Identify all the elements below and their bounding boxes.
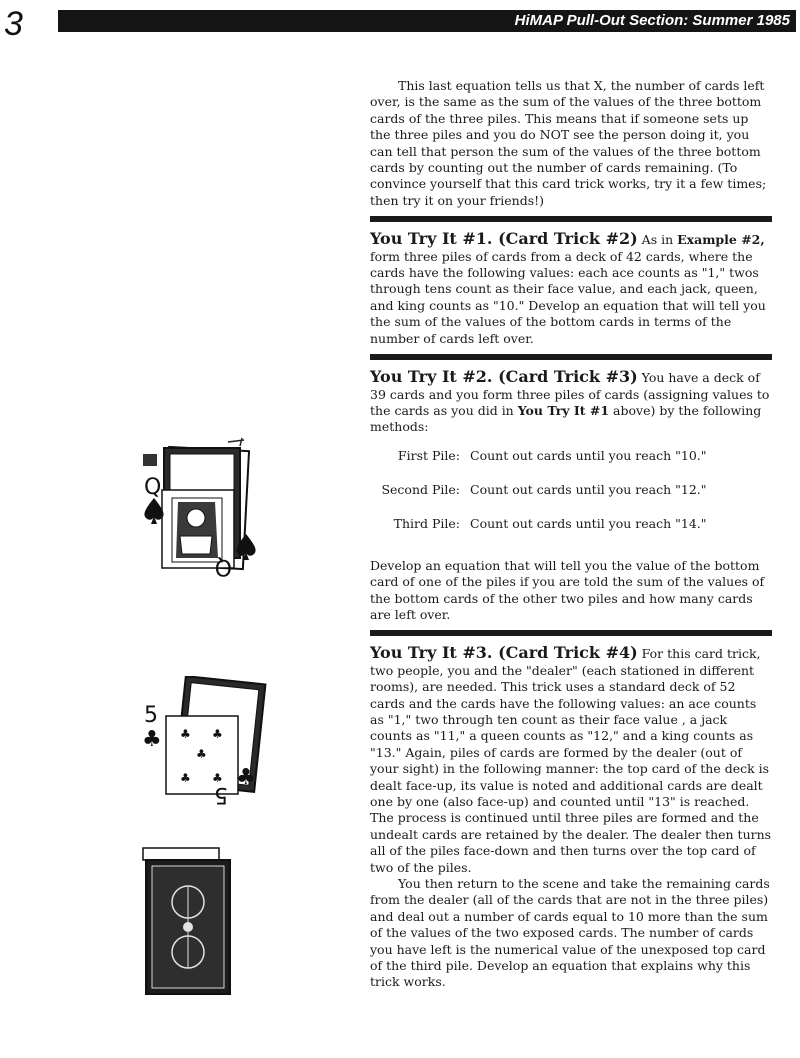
try-it-1-text-b: form three piles of cards from a deck of 42 cards, where the cards have the following values: each ace counts as "1," twos through tens count as their face value, and each jack, queen, and king counts as "10." Develop an equation that will tell you the sum of the values of the bottom cards in terms of the number of cards left over.	[370, 248, 766, 346]
section-divider	[370, 216, 772, 222]
svg-text:♣: ♣	[180, 727, 191, 741]
queen-rank-top: Q	[144, 475, 162, 500]
try-it-3-section	[370, 645, 772, 876]
pile-row	[370, 482, 772, 516]
try-it-3-paragraph-2: You then return to the scene and take the remaining cards from the dealer (all of the cards that are not in the three piles) and deal out a number of cards equal to 10 more than the sum of the values of the two exposed cards. The number of cards you have left is the numerical value of the unexposed top card of the third pile. Develop an equation that explains why this trick works.	[370, 876, 770, 990]
try-it-2-reference: You Try It #1	[517, 402, 610, 418]
main-content	[370, 78, 772, 991]
club-icon: ♣	[142, 727, 162, 752]
svg-text:♣: ♣	[180, 771, 191, 785]
card-deck-back-illustration	[140, 846, 270, 996]
pile-description: Count out cards until you reach "14."	[470, 515, 707, 531]
pile-row	[370, 448, 772, 482]
spade-icon	[144, 498, 163, 524]
pile-description: Count out cards until you reach "10."	[470, 447, 707, 463]
try-it-2-text-b: above) by the following methods:	[370, 402, 762, 435]
try-it-2-section	[370, 369, 772, 436]
five-of-clubs-illustration	[140, 676, 270, 816]
svg-text:♣: ♣	[212, 771, 223, 785]
header-title: HiMAP Pull-Out Section: Summer 1985	[514, 12, 790, 29]
pile-list	[370, 448, 772, 550]
try-it-3-paragraph-1: For this card trick, two people, you and the "dealer" (each stationed in different rooms), are needed. This trick uses a standard deck of 52 cards and the cards have the following values: an ace counts as "1," two through ten count as their face value , a jack counts as "11," a queen counts as "12," and a king counts as "13." Again, piles of cards are formed by the dealer (out of your sight) in the following manner: the top card of the deck is dealt face-up, its value is noted and additional cards are dealt one by one (also face-up) and counted until "13" is reached. The process is continued until three piles are formed and the undealt cards are retained by the dealer. The dealer then turns all of the piles face-down and then turns over the top card of two of the piles.	[370, 646, 772, 875]
section-divider	[370, 354, 772, 360]
try-it-1-reference: Example #2,	[677, 232, 765, 248]
pile-label: First Pile:	[397, 447, 460, 463]
section-divider	[370, 630, 772, 636]
try-it-1-text-a: As in	[637, 232, 678, 248]
svg-text:♣: ♣	[196, 747, 207, 761]
queen-rank-bottom: Q	[214, 554, 232, 579]
pile-row	[370, 516, 772, 550]
pile-label: Second Pile:	[381, 481, 460, 497]
try-it-1-section	[370, 231, 772, 347]
queen-of-spades-illustration	[140, 436, 270, 586]
try-it-2-closing: Develop an equation that will tell you the value of the bottom card of one of the piles if you are told the sum of the values of the bottom cards of the other two piles and how many cards are left over.	[370, 557, 765, 622]
page-number: 3	[4, 5, 23, 43]
intro-paragraph: This last equation tells us that X, the number of cards left over, is the same as the sum of the values of the three bottom cards of the three piles. This means that if someone sets up the three piles and you do NOT see the person doing it, you can tell that person the sum of the values of the three bottom cards by counting out the number of cards remaining. (To convince yourself that this card trick works, try it a few times; then try it on your friends!)	[370, 78, 767, 208]
club-icon: ♣	[236, 765, 256, 790]
try-it-1-heading: You Try It #1. (Card Trick #2)	[370, 229, 638, 249]
try-it-3-heading: You Try It #3. (Card Trick #4)	[370, 643, 638, 663]
pile-description: Count out cards until you reach "12."	[470, 481, 707, 497]
try-it-2-heading: You Try It #2. (Card Trick #3)	[370, 367, 638, 387]
pile-label: Third Pile:	[393, 515, 460, 531]
svg-text:♣: ♣	[212, 727, 223, 741]
five-rank-top: 5	[144, 703, 158, 728]
header-bar	[58, 10, 796, 32]
five-rank-bottom: 5	[214, 782, 228, 807]
try-it-2-text-a: You have a deck of 39 cards and you form three piles of cards (assigning values to the cards as you did in	[370, 370, 770, 418]
